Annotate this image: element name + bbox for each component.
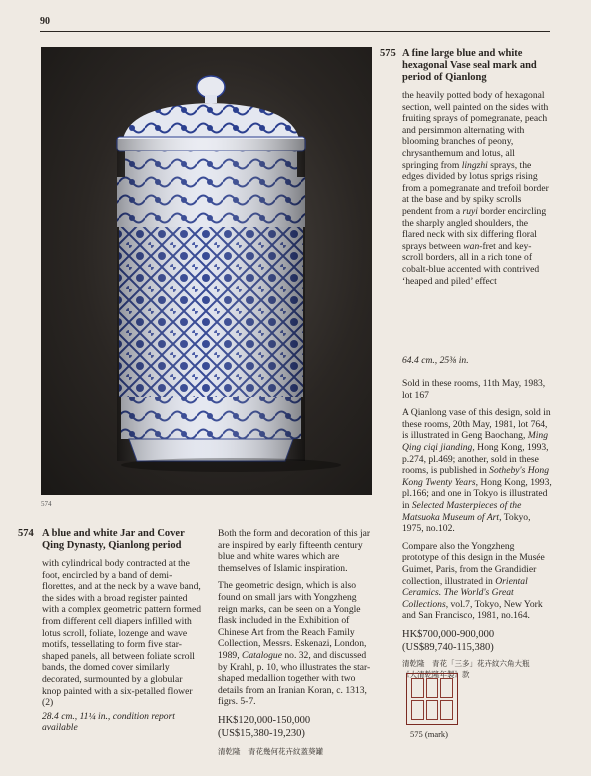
lot-574-description: with cylindrical body contracted at the foot, encircled by a band of demi-florettes, and at the neck by a wave band, the sides with a broad register painted with a complex geometric pattern formed from different cell diapers infilled with lotus scroll, foliate, lozenge and wave motifs, tessellating to form five star-shaped panels, all between foliate scroll bands, the domed cover similarly decorated, surmounted by a globular knop painted with a six-petalled flower (2) xyxy=(42,558,202,709)
lot-575-description: the heavily potted body of hexagonal section, well painted on the sides with fruiting sprays of pomegranate, peach and persimmon alternating with blooming branches of peony, chrysanthemum and lotus, all springing from lingzhi sprays, the edges divided by lotus sprigs rising from a pomegranate and trefoil border at the base and by spiky scrolls pendent from a ruyi border encircling the sharply angled shoulders, the flared neck with six differing floral sprays between wan-fret and key-scroll borders, all in a rich tone of cobalt-blue accented with contrived ‘heaped and piled’ effect xyxy=(402,90,549,287)
seal-mark-caption: 575 (mark) xyxy=(410,729,449,739)
lot-574-title: A blue and white Jar and Cover Qing Dynasty, Qianlong period xyxy=(42,528,185,551)
lot-575-title: A fine large blue and white hexagonal Vase seal mark and period of Qianlong xyxy=(402,48,537,83)
lot-574-photograph xyxy=(41,47,372,495)
lot-575-notes xyxy=(402,378,552,680)
lot-575-note-2: Compare also the Yongzheng prototype of this design in the Musée Guimet, Paris, from the Grandidier collection, illustrated in Oriental Ceramics. The World's Great Collections, vol.7, Tokyo, New York and San Francisco, 1981, no.164. xyxy=(402,540,545,622)
lot-575-estimate-hkd: HK$700,000-900,000 xyxy=(402,628,495,640)
lot-574-notes xyxy=(218,528,378,757)
lot-575-block xyxy=(402,48,552,293)
lot-575-estimate-usd: (US$89,740-115,380) xyxy=(402,641,494,653)
lot-575-note-1: A Qianlong vase of this design, sold in these rooms, 20th May, 1981, lot 764, is illustrated in Geng Baochang, Ming Qing ciqi jianding, Hong Kong, 1993, p.274, pl.469; another, sold in these rooms, is published in Sotheby's Hong Kong Twenty Years, Hong Kong, 1993, pl.166; and one in Tokyo is illustrated in Selected Masterpieces of the Matsuoka Museum of Art, Tokyo, 1975, no.102. xyxy=(402,407,552,535)
seal-mark-image xyxy=(406,673,458,725)
lot-575-chinese-mark: 《大清乾隆年製》款 xyxy=(402,669,470,679)
lot-574-chinese-title: 清乾隆 青花幾何花卉紋蓋葵罐 xyxy=(218,746,323,756)
lot-575-chinese-title: 清乾隆 青花「三多」花卉紋六角大瓶 xyxy=(402,658,530,668)
lot-574-number: 574 xyxy=(18,528,34,539)
lot-575-dimensions: 64.4 cm., 25⅜ in. xyxy=(402,355,469,366)
jar-illustration xyxy=(41,47,372,495)
lot-575-provenance: Sold in these rooms, 11th May, 1983, lot 167 xyxy=(402,378,546,401)
lot-574-note-1: Both the form and decoration of this jar are inspired by early fifteenth century blue and white wares which are themselves of Islamic inspiration. xyxy=(218,528,371,574)
lot-575-number: 575 xyxy=(380,48,396,59)
lot-574-dimensions: 28.4 cm., 11¼ in., condition report available xyxy=(42,710,175,734)
lot-575-dims-block xyxy=(402,355,552,373)
page-number: 90 xyxy=(40,16,50,27)
lot-574-estimate-hkd: HK$120,000-150,000 xyxy=(218,714,311,726)
photo-caption: 574 xyxy=(41,500,52,508)
lot-574-note-2: The geometric design, which is also found on small jars with Yongzheng reign marks, can be seen on a Yongle flask included in the Exhibition of Chinese Art from the Reach Family Collection, Messrs. Eskenazi, London, 1989, Catalogue no. 32, and discussed by Krahl, p. 10, who illustrates the star-shaped medallion together with two details from an Iranian Koran, c. 1313, figrs. 5-7. xyxy=(218,580,371,708)
lot-574-block xyxy=(42,528,202,740)
header-rule xyxy=(40,31,550,32)
lot-574-estimate-usd: (US$15,380-19,230) xyxy=(218,727,305,739)
